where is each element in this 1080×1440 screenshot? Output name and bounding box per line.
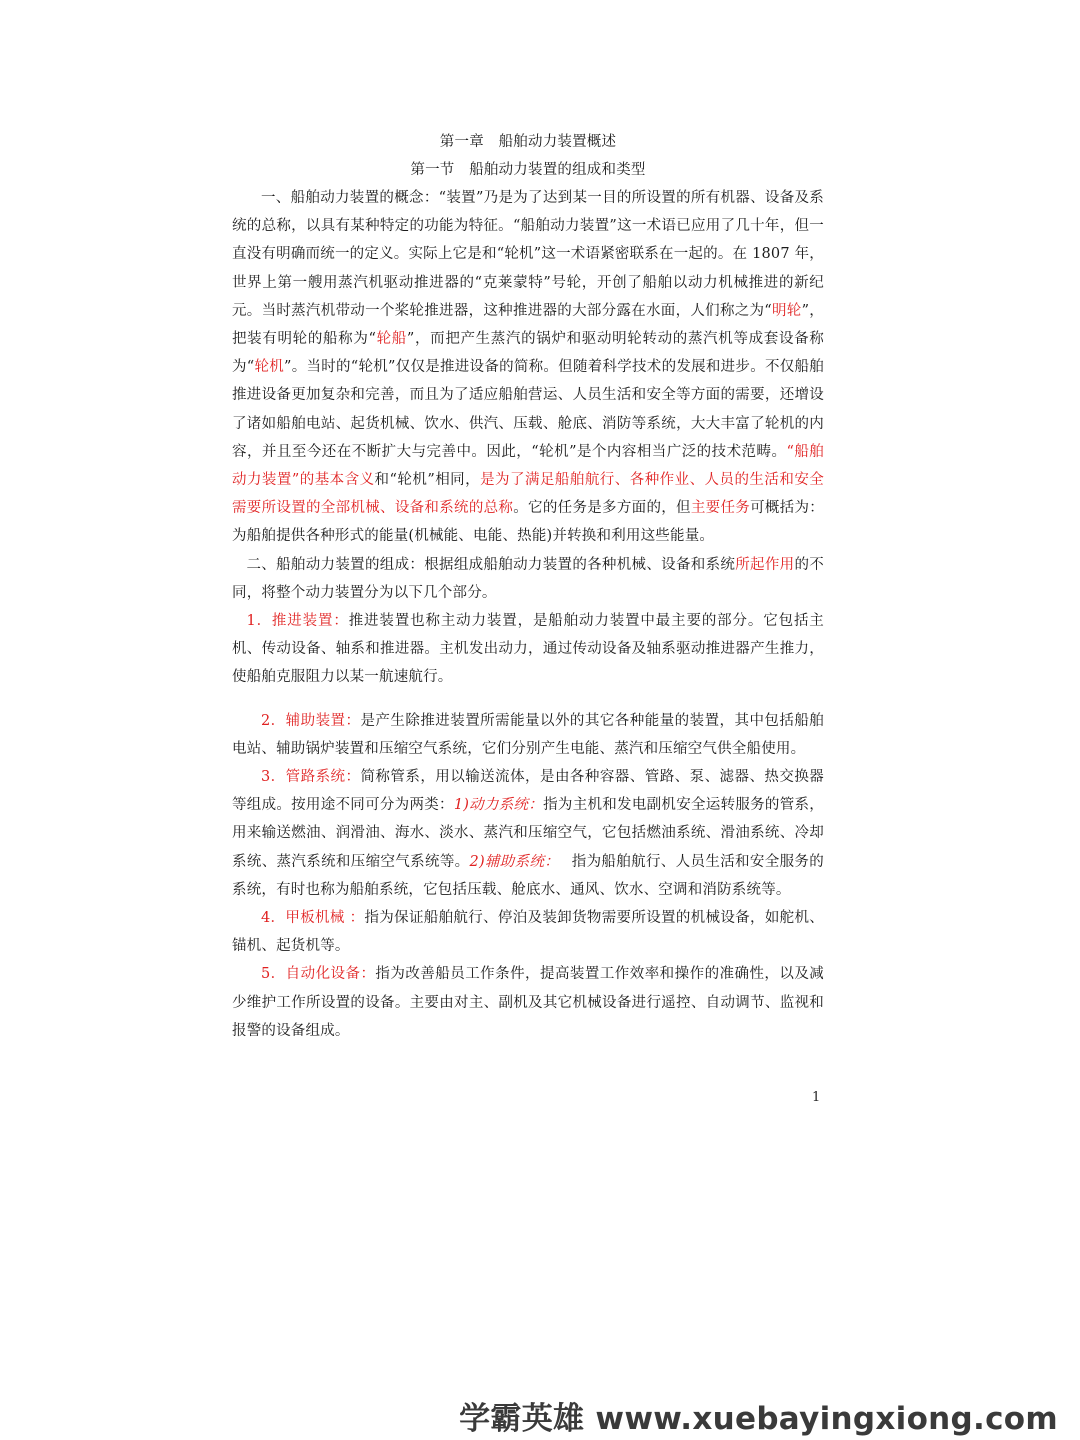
item-auxiliary (232, 707, 824, 763)
item-label: 4．甲板机械 ： (261, 910, 365, 927)
item-text: 是产生除推进装置所需能量以外的其它各种能量的装置，其中包括船舶电站、辅助锅炉装置和压缩空气系统，它们分别产生电能、蒸汽和压缩空气供全船使用。 (232, 712, 825, 757)
paragraph-composition (232, 551, 824, 607)
watermark: 学霸英雄 www.xuebayingxiong.com (459, 1401, 1058, 1437)
subsection-label: 1)动力系统： (453, 797, 544, 814)
text-run: 。它的任务是多方面的，但 (513, 500, 691, 517)
item-label: 5．自动化设备： (261, 966, 376, 983)
item-automation (232, 960, 824, 1045)
paragraph-concept (232, 184, 824, 551)
highlight-term: “船舶动力装置”的基本含义 (232, 443, 824, 489)
text-run: 可概括为：为船舶提供各种形式的能量(机械能、电能、热能)并转换和利用这些能量。 (232, 500, 824, 545)
item-label: 1．推进装置： (246, 613, 349, 630)
item-label: 3．管路系统： (261, 769, 361, 786)
spacer (232, 692, 824, 707)
item-deck-machinery (232, 904, 824, 960)
subsection-label: 2)辅助系统： (469, 853, 552, 870)
item-propulsion (232, 607, 824, 692)
item-text: 指为主机和发电副机安全运转服务的管系，用来输送燃油、润滑油、海水、淡水、蒸汽和压缩空气，它包括燃油系统、滑油系统、冷却系统、蒸汽系统和压缩空气系统等。 (232, 797, 824, 870)
page-number: 1 (812, 1090, 821, 1105)
item-text: 指为改善船员工作条件，提高装置工作效率和操作的准确性，以及减少维护工作所设置的设备。主要由对主、副机及其它机械设备进行遥控、自动调节、监视和报警的设备组成。 (232, 966, 824, 1039)
item-piping (232, 763, 824, 904)
highlight-term: 轮船 (376, 331, 407, 348)
text-run: 和“轮机”相同， (374, 472, 481, 489)
text-run: 一、船舶动力装置的概念：“装置”乃是为了达到某一目的所设置的所有机器、设备及系统的总称，以具有某种特定的功能为特征。“船舶动力装置”这一术语已应用了几十年，但一直没有明确而统一的定义。实际上它是和“轮机”这一术语紧密联系在一起的。在 1807 年，世界上第一艘用蒸汽机驱动推进器的“克莱蒙特”号轮，开创了船舶以动力机械推进的新纪元。当时蒸汽机带动一个桨轮推进器，这种推进器的大部分露在水面，人们称之为“ (232, 190, 824, 319)
item-text: 指为船舶航行、人员生活和安全服务的系统，有时也称为船舶系统，它包括压载、舱底水、通风、饮水、空调和消防系统等。 (232, 853, 824, 898)
item-text: 简称管系，用以输送流体，是由各种容器、管路、泵、滤器、热交换器等组成。按用途不同可分为两类： (232, 769, 825, 814)
item-text: 指为保证船舶航行、停泊及装卸货物需要所设置的机械设备，如舵机、锚机、起货机等。 (232, 910, 825, 955)
section-title: 第一节 船舶动力装置的组成和类型 (410, 162, 646, 178)
document-page (232, 128, 824, 1045)
text-run: ”，而把产生蒸汽的锅炉和驱动明轮转动的蒸汽机等成套设备称为“ (232, 331, 824, 376)
text-run: 二、船舶动力装置的组成：根据组成船舶动力装置的各种机械、设备和系统 (246, 556, 736, 573)
chapter-title: 第一章 船舶动力装置概述 (439, 134, 617, 150)
text-run: ”。当时的“轮机”仅仅是推进设备的简称。但随着科学技术的发展和进步。不仅船舶推进设备更加复杂和完善，而且为了适应船舶营运、人员生活和安全等方面的需要，还增设了诸如船舶电站、起货机械、饮水、供汽、压载、舱底、消防等系统，大大丰富了轮机的内容，并且至今还在不断扩大与完善中。因此，“轮机”是个内容相当广泛的技术范畴。 (232, 359, 824, 460)
highlight-term: 主要任务 (690, 500, 751, 517)
highlight-term: 明轮 (771, 302, 802, 319)
text-run: 的不同，将整个动力装置分为以下几个部分。 (232, 556, 824, 601)
item-text: 推进装置也称主动力装置，是船舶动力装置中最主要的部分。它包括主机、传动设备、轴系和推进器。主机发出动力，通过传动设备及轴系驱动推进器产生推力，使船舶克服阻力以某一航速航行。 (232, 613, 824, 686)
item-label: 2．辅助装置： (261, 712, 361, 729)
text-run: ”，把装有明轮的船称为“ (232, 302, 824, 348)
highlight-definition: 是为了满足船舶航行、各种作业、人员的生活和安全需要所设置的全部机械、设备和系统的总称 (232, 472, 824, 517)
highlight-term: 所起作用 (735, 556, 795, 573)
highlight-term: 轮机 (254, 359, 285, 376)
